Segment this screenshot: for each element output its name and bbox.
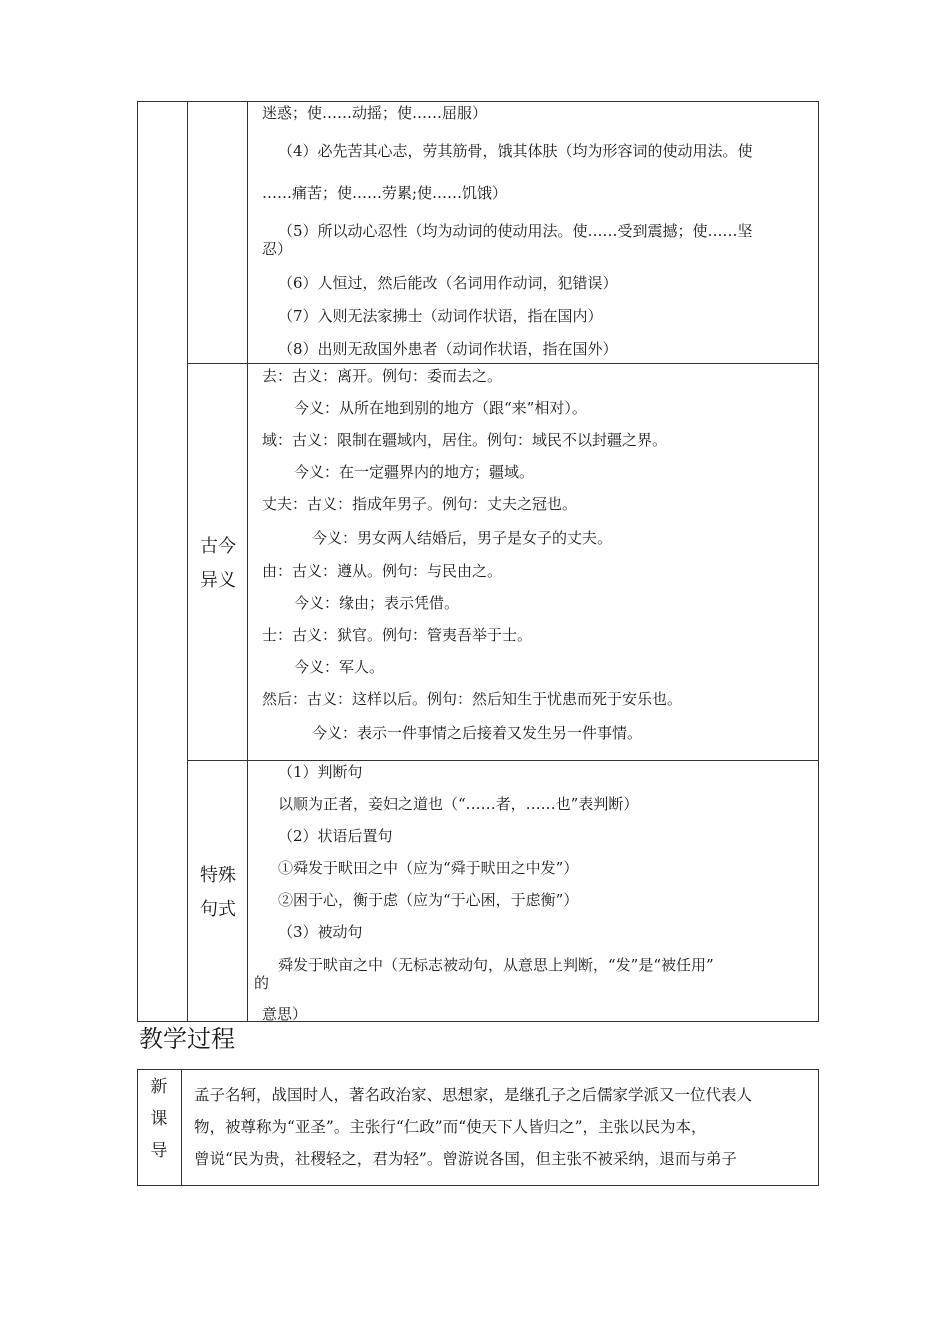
gujin-label-line2: 异义 xyxy=(200,570,236,591)
gujin-line: 今义：缘由；表示凭借。 xyxy=(294,594,460,612)
usage-line: 迷惑；使……动摇；使……屈服） xyxy=(262,104,488,122)
gujin-label-line1: 古今 xyxy=(200,536,236,557)
table2-col-divider xyxy=(181,1069,182,1185)
teshu-line: ②困于心，衡于虑（应为“于心困，于虑衡”） xyxy=(278,891,579,909)
intro-label-char: 新 xyxy=(150,1077,168,1097)
table1-top-border xyxy=(137,101,819,102)
gujin-line: 丈夫：古义：指成年男子。例句：丈夫之冠也。 xyxy=(262,495,578,513)
intro-line: 曾说“民为贵，社稷轻之，君为轻”。曾游说各国，但主张不被采纳，退而与弟子 xyxy=(194,1150,737,1168)
table1-col1-divider xyxy=(187,101,188,1021)
usage-line: 忍） xyxy=(262,240,293,258)
teshu-line: （2）状语后置句 xyxy=(278,827,393,845)
table2-right-border xyxy=(818,1069,819,1185)
intro-label-char: 课 xyxy=(150,1109,168,1129)
table1-col2-divider xyxy=(247,101,248,1021)
teshu-label-line2: 句式 xyxy=(200,899,236,920)
usage-line: ……痛苦；使……劳累;使……饥饿） xyxy=(262,184,508,202)
gujin-line: 然后：古义：这样以后。例句：然后知生于忧患而死于安乐也。 xyxy=(262,690,683,708)
table2-bottom-border xyxy=(137,1185,819,1186)
gujin-label xyxy=(189,530,247,598)
gujin-line: 今义：在一定疆界内的地方；疆域。 xyxy=(294,463,535,481)
usage-line: （5）所以动心忍性（均为动词的使动用法。使……受到震撼；使……坚 xyxy=(278,222,753,240)
teshu-line: 的 xyxy=(254,974,270,992)
section-title: 教学过程 xyxy=(139,1025,235,1053)
intro-line: 物，被尊称为“亚圣”。主张行“仁政”而“使天下人皆归之”，主张以民为本， xyxy=(194,1118,707,1136)
usage-line: （7）入则无法家拂士（动词作状语，指在国内） xyxy=(278,307,603,325)
table1-row-divider-2 xyxy=(187,760,818,761)
intro-line: 孟子名轲，战国时人，著名政治家、思想家，是继孔子之后儒家学派又一位代表人 xyxy=(194,1086,753,1104)
gujin-line: 由：古义：遵从。例句：与民由之。 xyxy=(262,562,503,580)
teshu-line: （1）判断句 xyxy=(278,763,363,781)
gujin-line: 今义：表示一件事情之后接着又发生另一件事情。 xyxy=(312,724,643,742)
teshu-line: （3）被动句 xyxy=(278,923,363,941)
table1-right-border xyxy=(818,101,819,1021)
gujin-line: 去：古义：离开。例句：委而去之。 xyxy=(262,367,503,385)
gujin-line: 今义：男女两人结婚后，男子是女子的丈夫。 xyxy=(312,529,613,547)
table2-top-border xyxy=(137,1069,819,1070)
teshu-line: ①舜发于畎田之中（应为“舜于畎田之中发”） xyxy=(278,859,579,877)
teshu-line: 舜发于畎亩之中（无标志被动句，从意思上判断，“发”是“被任用” xyxy=(278,956,714,974)
table1-row-divider-1 xyxy=(187,363,818,364)
teshu-line: 意思） xyxy=(262,1005,308,1023)
intro-label-char: 导 xyxy=(150,1141,168,1161)
gujin-line: 今义：军人。 xyxy=(294,658,385,676)
usage-line: （4）必先苦其心志，劳其筋骨，饿其体肤（均为形容词的使动用法。使 xyxy=(278,142,753,160)
intro-label xyxy=(138,1071,180,1167)
teshu-label-line1: 特殊 xyxy=(200,865,236,886)
usage-line: （8）出则无敌国外患者（动词作状语，指在国外） xyxy=(278,340,618,358)
table1-left-border xyxy=(137,101,138,1021)
gujin-line: 今义：从所在地到别的地方（跟“来”相对）。 xyxy=(294,399,587,417)
gujin-line: 域：古义：限制在疆域内，居住。例句：域民不以封疆之界。 xyxy=(262,431,668,449)
gujin-line: 士：古义：狱官。例句：管夷吾举于士。 xyxy=(262,626,533,644)
teshu-label xyxy=(189,859,247,927)
table1-bottom-border xyxy=(137,1021,819,1022)
usage-line: （6）人恒过，然后能改（名词用作动词，犯错误） xyxy=(278,274,618,292)
teshu-line: 以顺为正者，妾妇之道也（“……者，……也”表判断） xyxy=(278,795,639,813)
